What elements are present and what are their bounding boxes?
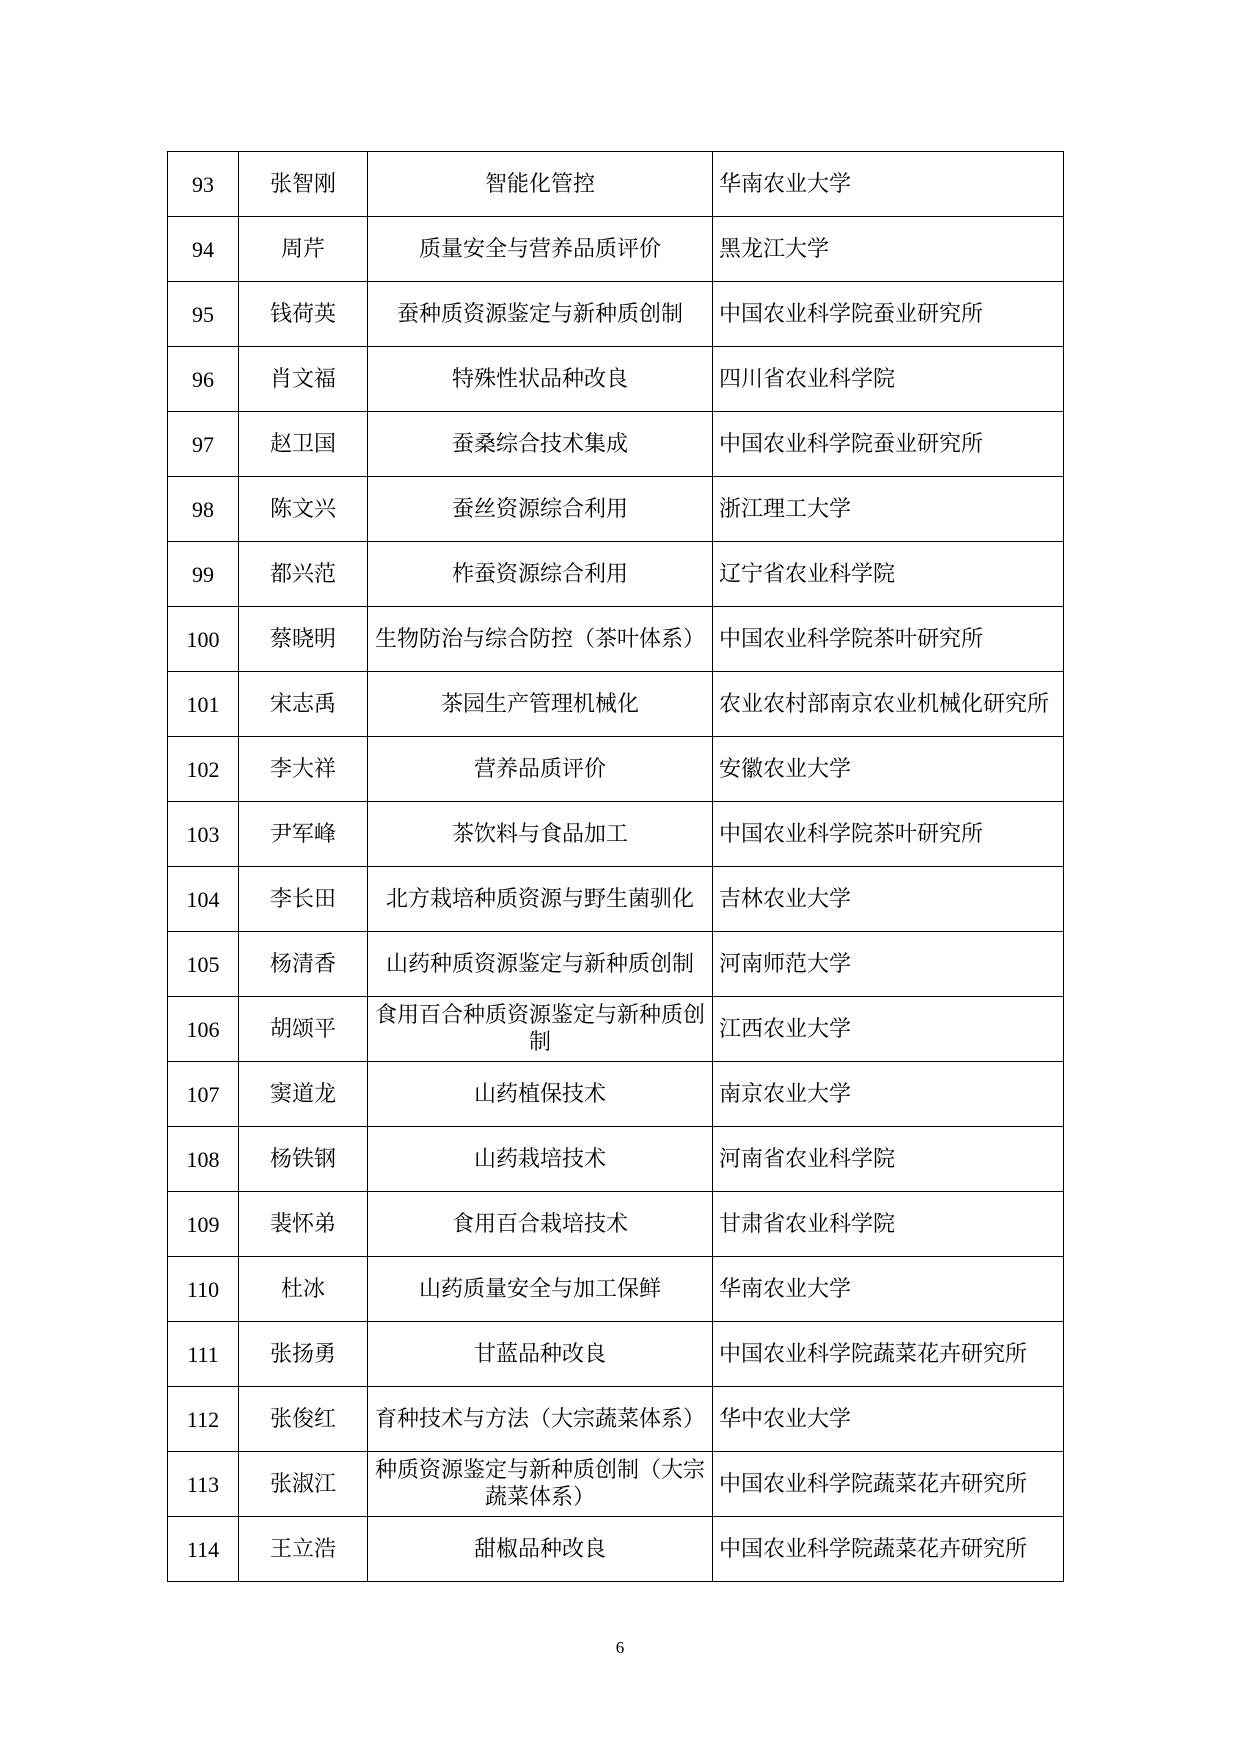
expert-name-cell: 窦道龙 (239, 1062, 368, 1127)
row-number-cell: 99 (168, 542, 239, 607)
table-row (168, 542, 1064, 607)
row-number-cell: 113 (168, 1452, 239, 1517)
institution-cell: 中国农业科学院蔬菜花卉研究所 (713, 1452, 1064, 1517)
expert-table (167, 151, 1064, 1582)
table-row (168, 1387, 1064, 1452)
table-row (168, 672, 1064, 737)
institution-cell: 河南省农业科学院 (713, 1127, 1064, 1192)
institution-cell: 南京农业大学 (713, 1062, 1064, 1127)
expert-name-cell: 李大祥 (239, 737, 368, 802)
row-number-cell: 108 (168, 1127, 239, 1192)
expert-name-cell: 杜冰 (239, 1257, 368, 1322)
table-row (168, 152, 1064, 217)
row-number-cell: 103 (168, 802, 239, 867)
table-row (168, 607, 1064, 672)
table-row (168, 1062, 1064, 1127)
research-area-cell: 蚕种质资源鉴定与新种质创制 (368, 282, 713, 347)
research-area-cell: 甘蓝品种改良 (368, 1322, 713, 1387)
table-row (168, 477, 1064, 542)
table-row (168, 347, 1064, 412)
table-row (168, 1127, 1064, 1192)
expert-name-cell: 尹军峰 (239, 802, 368, 867)
research-area-cell: 山药植保技术 (368, 1062, 713, 1127)
institution-cell: 吉林农业大学 (713, 867, 1064, 932)
institution-cell: 河南师范大学 (713, 932, 1064, 997)
expert-name-cell: 钱荷英 (239, 282, 368, 347)
research-area-cell: 山药栽培技术 (368, 1127, 713, 1192)
expert-name-cell: 赵卫国 (239, 412, 368, 477)
page-number: 6 (615, 1638, 625, 1657)
expert-name-cell: 蔡晓明 (239, 607, 368, 672)
research-area-cell: 智能化管控 (368, 152, 713, 217)
expert-name-cell: 王立浩 (239, 1517, 368, 1582)
table-row (168, 282, 1064, 347)
research-area-cell: 食用百合栽培技术 (368, 1192, 713, 1257)
row-number-cell: 101 (168, 672, 239, 737)
research-area-cell: 育种技术与方法（大宗蔬菜体系） (368, 1387, 713, 1452)
table-row (168, 867, 1064, 932)
expert-name-cell: 张智刚 (239, 152, 368, 217)
research-area-cell: 茶饮料与食品加工 (368, 802, 713, 867)
table-row (168, 1322, 1064, 1387)
institution-cell: 中国农业科学院蔬菜花卉研究所 (713, 1517, 1064, 1582)
row-number-cell: 111 (168, 1322, 239, 1387)
expert-name-cell: 张淑江 (239, 1452, 368, 1517)
expert-name-cell: 周芹 (239, 217, 368, 282)
research-area-cell: 特殊性状品种改良 (368, 347, 713, 412)
table-row (168, 1257, 1064, 1322)
research-area-cell: 茶园生产管理机械化 (368, 672, 713, 737)
institution-cell: 中国农业科学院蚕业研究所 (713, 282, 1064, 347)
row-number-cell: 95 (168, 282, 239, 347)
research-area-cell: 柞蚕资源综合利用 (368, 542, 713, 607)
institution-cell: 辽宁省农业科学院 (713, 542, 1064, 607)
institution-cell: 黑龙江大学 (713, 217, 1064, 282)
row-number-cell: 110 (168, 1257, 239, 1322)
research-area-cell: 北方栽培种质资源与野生菌驯化 (368, 867, 713, 932)
table-row (168, 1192, 1064, 1257)
research-area-cell: 种质资源鉴定与新种质创制（大宗蔬菜体系） (368, 1452, 713, 1517)
institution-cell: 中国农业科学院茶叶研究所 (713, 802, 1064, 867)
row-number-cell: 102 (168, 737, 239, 802)
research-area-cell: 山药质量安全与加工保鲜 (368, 1257, 713, 1322)
research-area-cell: 山药种质资源鉴定与新种质创制 (368, 932, 713, 997)
row-number-cell: 104 (168, 867, 239, 932)
row-number-cell: 100 (168, 607, 239, 672)
institution-cell: 四川省农业科学院 (713, 347, 1064, 412)
institution-cell: 甘肃省农业科学院 (713, 1192, 1064, 1257)
expert-name-cell: 杨清香 (239, 932, 368, 997)
table-row (168, 932, 1064, 997)
table-row (168, 737, 1064, 802)
research-area-cell: 质量安全与营养品质评价 (368, 217, 713, 282)
row-number-cell: 98 (168, 477, 239, 542)
research-area-cell: 生物防治与综合防控（茶叶体系） (368, 607, 713, 672)
expert-name-cell: 张俊红 (239, 1387, 368, 1452)
row-number-cell: 114 (168, 1517, 239, 1582)
row-number-cell: 94 (168, 217, 239, 282)
research-area-cell: 蚕丝资源综合利用 (368, 477, 713, 542)
institution-cell: 中国农业科学院茶叶研究所 (713, 607, 1064, 672)
research-area-cell: 蚕桑综合技术集成 (368, 412, 713, 477)
institution-cell: 农业农村部南京农业机械化研究所 (713, 672, 1064, 737)
table-row (168, 997, 1064, 1062)
research-area-cell: 甜椒品种改良 (368, 1517, 713, 1582)
table-row (168, 1452, 1064, 1517)
row-number-cell: 109 (168, 1192, 239, 1257)
expert-name-cell: 张扬勇 (239, 1322, 368, 1387)
row-number-cell: 107 (168, 1062, 239, 1127)
expert-name-cell: 宋志禹 (239, 672, 368, 737)
research-area-cell: 营养品质评价 (368, 737, 713, 802)
expert-table-body (168, 152, 1064, 1582)
table-row (168, 802, 1064, 867)
row-number-cell: 97 (168, 412, 239, 477)
expert-name-cell: 李长田 (239, 867, 368, 932)
row-number-cell: 105 (168, 932, 239, 997)
institution-cell: 中国农业科学院蚕业研究所 (713, 412, 1064, 477)
row-number-cell: 96 (168, 347, 239, 412)
institution-cell: 浙江理工大学 (713, 477, 1064, 542)
row-number-cell: 93 (168, 152, 239, 217)
table-row (168, 412, 1064, 477)
research-area-cell: 食用百合种质资源鉴定与新种质创制 (368, 997, 713, 1062)
row-number-cell: 112 (168, 1387, 239, 1452)
institution-cell: 中国农业科学院蔬菜花卉研究所 (713, 1322, 1064, 1387)
expert-name-cell: 胡颂平 (239, 997, 368, 1062)
institution-cell: 华南农业大学 (713, 1257, 1064, 1322)
expert-name-cell: 杨铁钢 (239, 1127, 368, 1192)
row-number-cell: 106 (168, 997, 239, 1062)
institution-cell: 安徽农业大学 (713, 737, 1064, 802)
expert-name-cell: 都兴范 (239, 542, 368, 607)
institution-cell: 江西农业大学 (713, 997, 1064, 1062)
expert-name-cell: 裴怀弟 (239, 1192, 368, 1257)
institution-cell: 华南农业大学 (713, 152, 1064, 217)
table-row (168, 217, 1064, 282)
expert-name-cell: 陈文兴 (239, 477, 368, 542)
institution-cell: 华中农业大学 (713, 1387, 1064, 1452)
expert-name-cell: 肖文福 (239, 347, 368, 412)
table-row (168, 1517, 1064, 1582)
